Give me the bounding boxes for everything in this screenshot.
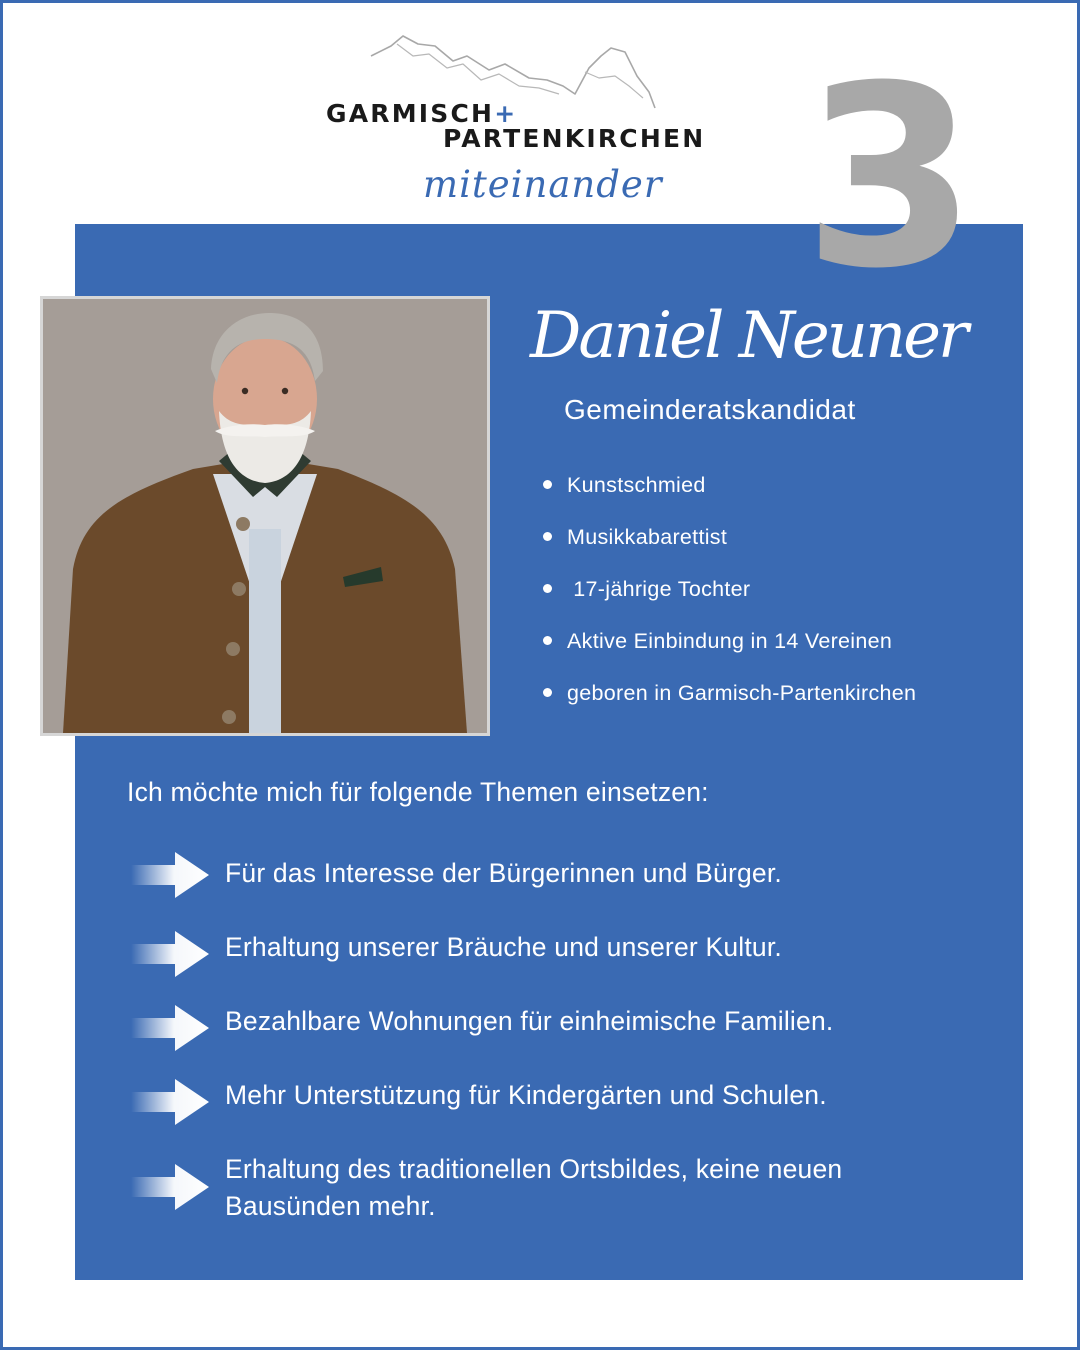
bullet-dot-icon: [543, 636, 552, 645]
candidate-role: Gemeinderatskandidat: [564, 394, 856, 425]
topic-text: Für das Interesse der Bürgerinnen und Bürger.: [225, 858, 782, 888]
arrow-right-icon: [131, 1005, 211, 1051]
bullet-dot-icon: [543, 480, 552, 489]
fact-item: [543, 625, 916, 677]
topics-intro: Ich möchte mich für folgende Themen einsetzen:: [127, 777, 709, 807]
fact-item: [543, 677, 916, 729]
topic-text: Erhaltung des traditionellen Ortsbildes, keine neuen Bausünden mehr.: [225, 1154, 843, 1221]
arrow-right-icon: [131, 1079, 211, 1125]
topic-item: [131, 1003, 971, 1083]
candidate-photo: [40, 296, 490, 736]
fact-text: Aktive Einbindung in 14 Vereinen: [567, 629, 893, 653]
bullet-dot-icon: [543, 688, 552, 697]
topic-item: [131, 929, 971, 1009]
candidate-facts-list: [543, 469, 916, 729]
fact-text: Kunstschmied: [567, 473, 706, 497]
topic-text: Bezahlbare Wohnungen für einheimische Familien.: [225, 1006, 834, 1036]
logo-word-garmisch: GARMISCH: [326, 99, 495, 128]
fact-item: [543, 469, 916, 521]
fact-text: Musikkabarettist: [567, 525, 728, 549]
topic-item: [131, 1151, 971, 1231]
fact-item: [543, 573, 916, 625]
logo-plus-mark: +: [494, 99, 518, 128]
logo-script-miteinander: miteinander: [423, 163, 663, 206]
fact-item: [543, 521, 916, 573]
fact-text: 17-jährige Tochter: [567, 577, 751, 601]
arrow-right-icon: [131, 1164, 211, 1210]
candidate-portrait-illustration: [43, 299, 487, 733]
topic-text: Erhaltung unserer Bräuche und unserer Kultur.: [225, 932, 782, 962]
topic-item: [131, 1077, 971, 1157]
topic-text: Mehr Unterstützung für Kindergärten und Schulen.: [225, 1080, 827, 1110]
candidate-name: Daniel Neuner: [530, 299, 966, 373]
arrow-right-icon: [131, 931, 211, 977]
bullet-dot-icon: [543, 584, 552, 593]
bullet-dot-icon: [543, 532, 552, 541]
topic-item: [131, 855, 971, 935]
logo-word-partenkirchen: PARTENKIRCHEN: [443, 124, 706, 153]
arrow-right-icon: [131, 852, 211, 898]
fact-text: geboren in Garmisch-Partenkirchen: [567, 681, 917, 705]
list-number: 3: [803, 32, 977, 323]
